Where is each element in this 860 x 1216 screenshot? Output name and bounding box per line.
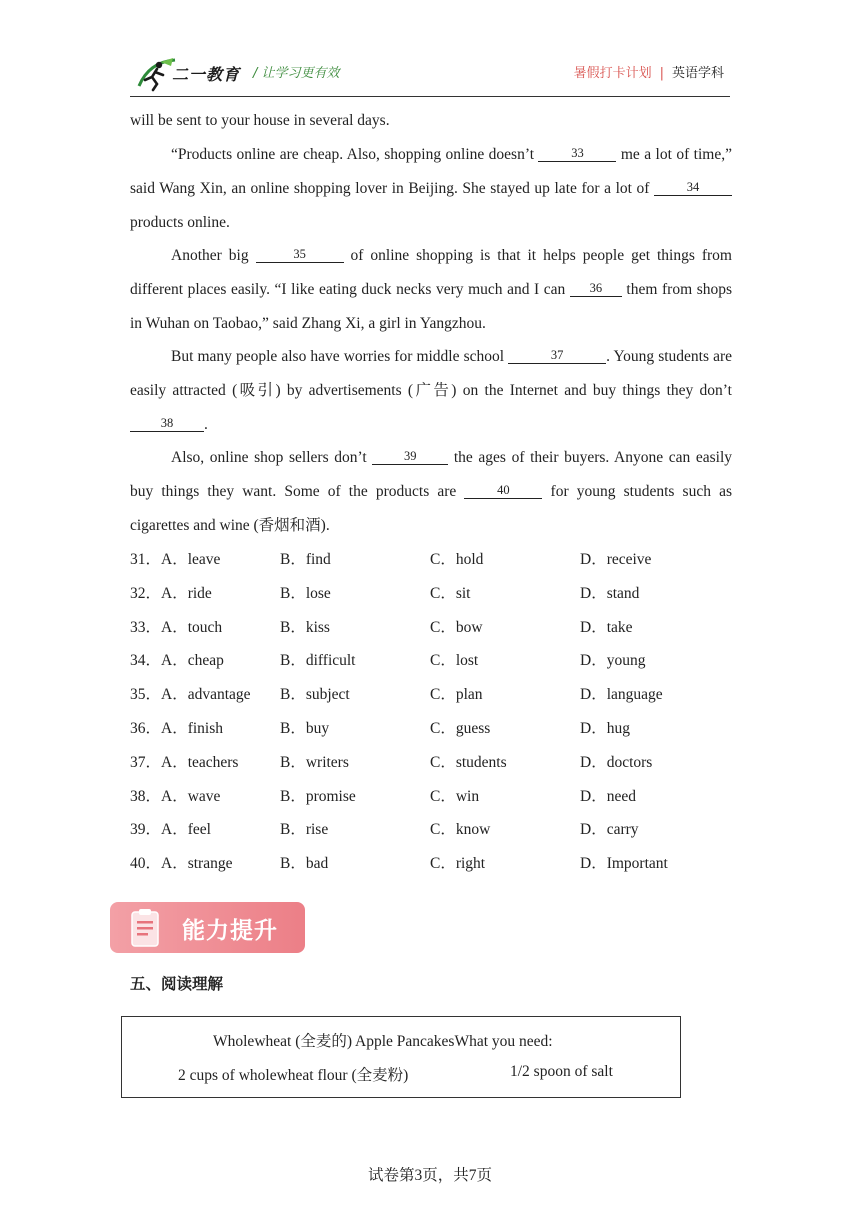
option-row-36 (130, 712, 730, 746)
option-b: B．lose (280, 584, 331, 602)
option-d: D．young (580, 652, 646, 670)
header-separator: | (659, 66, 664, 81)
blank-34: 34 (654, 180, 732, 196)
option-b: B．find (280, 551, 331, 568)
option-c: C．hold (430, 551, 484, 568)
option-row-31 (130, 543, 730, 577)
options-list (130, 543, 730, 881)
header-plan: 暑假打卡计划 (573, 66, 652, 81)
option-a: 31．A．leave (130, 551, 221, 568)
option-b: B．writers (280, 753, 349, 771)
option-b: B．bad (280, 855, 329, 873)
option-row-34 (130, 644, 730, 678)
passage-paragraph-2: Another big 35 of online shopping is that it helps people get things from different places easily. “I like eating duck necks very much and I can 36 them from shops in Wuhan on Taobao,” said Zhang Xi, a girl in Yangzhou. (130, 247, 733, 332)
option-b: B．promise (280, 787, 356, 805)
header-rule (130, 96, 730, 97)
option-d: D．take (580, 618, 633, 636)
option-c: C．plan (430, 686, 483, 704)
option-row-40 (130, 847, 730, 881)
document-icon (130, 908, 162, 948)
passage-paragraph-4: Also, online shop sellers don’t 39 the ages of their buyers. Anyone can easily buy things they want. Some of the products are 40 for young students such as cigarettes and wine (香烟和酒). (130, 449, 733, 534)
blank-36: 36 (570, 281, 622, 297)
recipe-title: Wholewheat (全麦的) Apple PancakesWhat you need: (213, 1033, 553, 1050)
option-a: 34．A．cheap (130, 652, 224, 670)
blank-40: 40 (464, 483, 542, 499)
header-subject: 英语学科 (671, 66, 724, 81)
option-b: B．difficult (280, 652, 356, 670)
recipe-item-flour: 2 cups of wholewheat flour (全麦粉) (178, 1067, 409, 1084)
option-c: C．students (430, 753, 507, 771)
blank-39: 39 (372, 449, 448, 465)
option-d: D．stand (580, 584, 640, 602)
option-d: D．need (580, 787, 636, 805)
option-c: C．bow (430, 618, 483, 636)
blank-37: 37 (508, 348, 606, 364)
ability-banner (110, 902, 305, 953)
option-c: C．know (430, 821, 491, 839)
option-c: C．win (430, 787, 480, 805)
option-b: B．rise (280, 821, 329, 839)
option-d: D．Important (580, 855, 668, 873)
option-d: D．carry (580, 821, 639, 839)
option-d: D．doctors (580, 753, 653, 771)
option-c: C．lost (430, 652, 479, 670)
option-b: B．kiss (280, 618, 330, 636)
option-c: C．sit (430, 584, 471, 602)
page-header (130, 52, 730, 96)
passage-paragraph-3: But many people also have worries for middle school 37 . Young students are easily attracted (吸引) by advertisements (广告) on the Internet and buy things they don’t 38 . (130, 348, 732, 433)
option-a: 32．A．ride (130, 584, 212, 602)
option-d: D．hug (580, 719, 630, 737)
blank-33: 33 (538, 146, 616, 162)
option-a: 33．A．touch (130, 618, 223, 636)
option-a: 37．A．teachers (130, 753, 239, 771)
option-c: C．guess (430, 719, 491, 737)
blank-35: 35 (256, 247, 344, 263)
option-row-33 (130, 611, 730, 645)
section-title: 五、阅读理解 (130, 975, 224, 993)
recipe-item-salt: 1/2 spoon of salt (510, 1063, 613, 1080)
header-right (574, 62, 724, 81)
option-a: 40．A．strange (130, 855, 233, 873)
passage-paragraph-0: will be sent to your house in several days. (130, 112, 390, 129)
option-c: C．right (430, 855, 486, 873)
page-footer: 试卷第3页，共7页 (367, 1167, 492, 1184)
recipe-box (121, 1016, 681, 1098)
passage-paragraph-1: “Products online are cheap. Also, shopping online doesn’t 33 me a lot of time,” said Wang Xin, an online shopping lover in Beijing. She stayed up late for a lot of 34 products online. (130, 146, 732, 231)
option-a: 35．A．advantage (130, 686, 251, 704)
option-row-38 (130, 780, 730, 814)
blank-38: 38 (130, 416, 204, 432)
banner-label: 能力提升 (182, 918, 278, 944)
option-d: D．receive (580, 551, 652, 568)
option-row-37 (130, 746, 730, 780)
option-row-35 (130, 678, 730, 712)
logo-text: 二一教育 (172, 65, 241, 84)
header-slogan: / 让学习更有效 (253, 66, 340, 81)
option-row-32 (130, 577, 730, 611)
option-a: 38．A．wave (130, 787, 221, 805)
option-d: D．language (580, 686, 663, 704)
option-a: 36．A．finish (130, 719, 224, 737)
option-b: B．buy (280, 719, 330, 737)
option-b: B．subject (280, 686, 350, 704)
option-a: 39．A．feel (130, 821, 211, 839)
option-row-39 (130, 813, 730, 847)
